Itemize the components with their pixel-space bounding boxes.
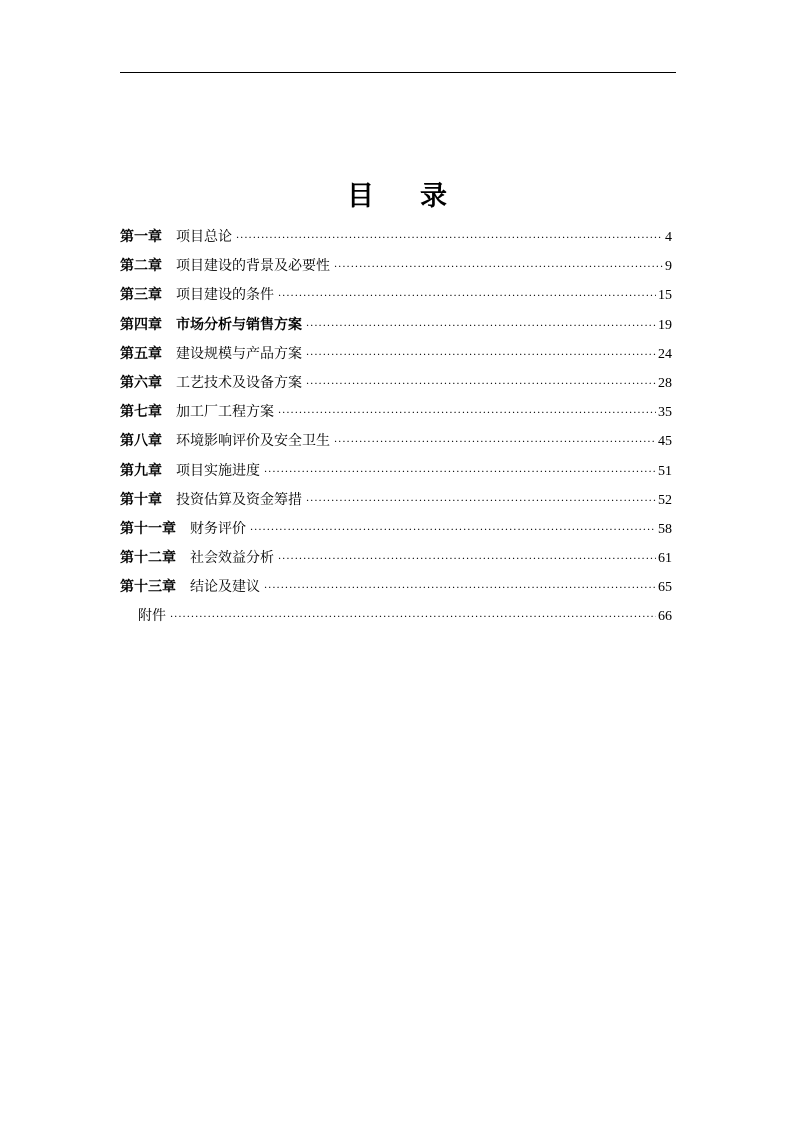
toc-dot-leader [306,496,656,507]
toc-chapter-title: 加工厂工程方案 [176,404,274,421]
toc-entry-2[interactable] [120,255,672,284]
toc-page-number: 52 [658,492,672,508]
toc-chapter-number: 第六章 [120,374,162,391]
header-rule [120,72,676,73]
toc-chapter-number: 第四章 [120,316,162,333]
toc-entry-6[interactable] [120,372,672,401]
title-char-2: 录 [420,181,447,212]
toc-entry-5[interactable] [120,343,672,372]
toc-chapter-title: 财务评价 [190,520,246,537]
toc-chapter-title: 市场分析与销售方案 [176,316,302,333]
toc-dot-leader [250,525,656,536]
toc-chapter-title: 附件 [138,608,166,625]
toc-chapter-number: 第十二章 [120,550,176,567]
table-of-contents [120,226,672,635]
page-title [0,174,794,213]
toc-chapter-title: 建设规模与产品方案 [176,345,302,362]
toc-entry-7[interactable] [120,401,672,430]
toc-entry-13[interactable] [120,576,672,605]
toc-entry-9[interactable] [120,460,672,489]
toc-dot-leader [278,554,656,565]
toc-chapter-number: 第十章 [120,491,162,508]
toc-entry-8[interactable] [120,430,672,459]
toc-page-number: 24 [658,346,672,362]
toc-page-number: 19 [658,317,672,333]
toc-dot-leader [236,233,663,244]
toc-dot-leader [278,291,656,302]
toc-chapter-title: 项目建设的条件 [176,287,274,304]
toc-chapter-title: 项目总论 [176,229,232,245]
toc-chapter-number: 第七章 [120,404,162,421]
toc-chapter-number: 第三章 [120,287,162,304]
toc-chapter-title: 项目实施进度 [176,462,260,479]
toc-chapter-title: 投资估算及资金筹措 [176,491,302,508]
toc-chapter-number: 第九章 [120,462,162,479]
toc-chapter-number: 第八章 [120,433,162,450]
toc-page-number: 4 [665,230,672,245]
toc-dot-leader [170,612,656,623]
toc-chapter-number: 第十一章 [120,520,176,537]
toc-chapter-title: 结论及建议 [190,579,260,596]
toc-dot-leader [278,408,656,419]
toc-page-number: 35 [658,405,672,421]
toc-dot-leader [306,350,656,361]
toc-entry-4[interactable] [120,314,672,343]
toc-chapter-number: 第二章 [120,258,162,275]
toc-page-number: 45 [658,434,672,450]
title-char-1: 目 [347,181,374,212]
toc-chapter-title: 项目建设的背景及必要性 [176,258,330,275]
toc-dot-leader [306,321,656,332]
toc-entry-1[interactable] [120,226,672,255]
toc-page-number: 65 [658,580,672,596]
toc-page-number: 28 [658,375,672,391]
toc-page-number: 9 [665,259,672,275]
toc-dot-leader [334,437,656,448]
toc-chapter-title: 社会效益分析 [190,550,274,567]
toc-entry-10[interactable] [120,489,672,518]
toc-dot-leader [334,262,663,273]
toc-page-number: 58 [658,521,672,537]
toc-chapter-number: 第一章 [120,229,162,245]
toc-dot-leader [264,583,656,594]
toc-entry-appendix[interactable] [120,605,672,634]
toc-entry-12[interactable] [120,547,672,576]
toc-chapter-number: 第十三章 [120,579,176,596]
toc-dot-leader [264,467,656,478]
toc-page-number: 15 [658,288,672,304]
toc-entry-11[interactable] [120,518,672,547]
toc-page-number: 61 [658,551,672,567]
toc-chapter-title: 环境影响评价及安全卫生 [176,433,330,450]
toc-entry-3[interactable] [120,284,672,313]
toc-chapter-title: 工艺技术及设备方案 [176,374,302,391]
toc-page-number: 51 [658,463,672,479]
toc-chapter-number: 第五章 [120,345,162,362]
toc-page-number: 66 [658,609,672,625]
toc-dot-leader [306,379,656,390]
